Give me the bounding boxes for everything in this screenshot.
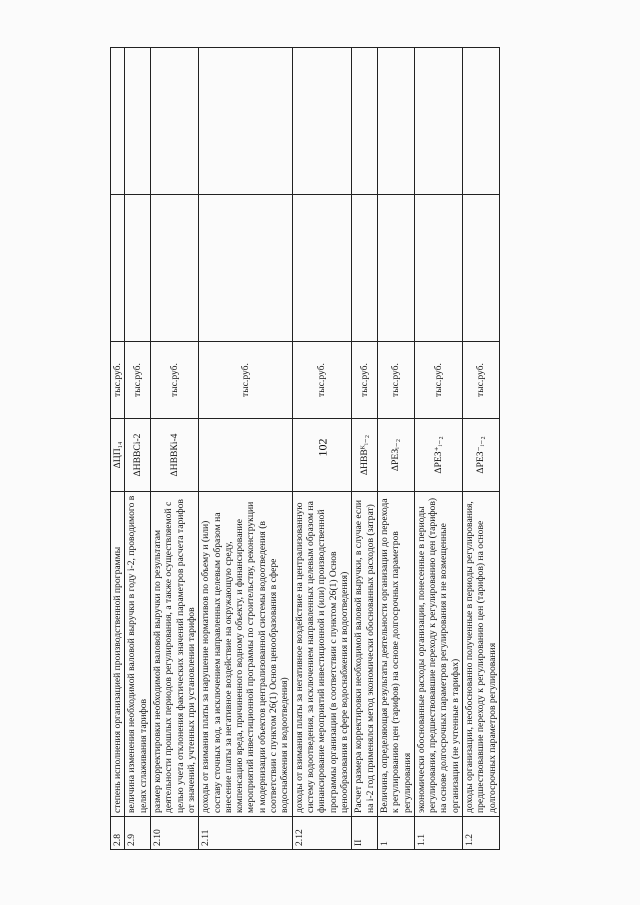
row-value-cell: [150, 48, 198, 195]
row-value-cell: [292, 195, 352, 342]
row-description-cell: степень исполнения организацией производственной программы: [111, 492, 125, 817]
table-row: [125, 48, 151, 850]
row-value-cell: [352, 48, 378, 195]
table-row: [111, 48, 125, 850]
row-value-cell: [414, 48, 462, 195]
row-description-cell: величина изменения необходимой валовой выручки в году i-2, проводимого в целях сглаживания тарифов: [125, 492, 151, 817]
row-symbol-cell: ΔНВВКi-4: [150, 419, 198, 492]
table-row: [352, 48, 378, 850]
tariff-table: [110, 47, 500, 850]
row-unit-cell: тыс.руб.: [150, 342, 198, 419]
table-row: [377, 48, 414, 850]
row-value-cell: [199, 48, 293, 195]
row-number-cell: 2.8: [111, 817, 125, 850]
row-symbol-cell: ΔРЕЗ⁺ᵢ₋₂: [414, 419, 462, 492]
row-unit-cell: тыс.руб.: [292, 342, 352, 419]
row-symbol-cell: ΔЦП₁₄: [111, 419, 125, 492]
row-value-cell: [414, 195, 462, 342]
row-description-cell: доходы от взимания платы за нарушение нормативов по объему и (или) составу сточных вод, за исключением направленных целевым образом на внесение платы за негативное воздействие на окружающую среду, компенсацию вреда, причиненного водному объекту, и финансирование мероприятий инвестиционной программы по строительству, реконструкции и модернизации объектов централизованной системы водоотведения (в соответствии с пунктом 26(1) Основ ценообразования в сфере водоснабжения и водоотведения): [199, 492, 293, 817]
row-value-cell: [352, 195, 378, 342]
row-number-cell: 1.2: [463, 817, 500, 850]
row-description-cell: размер корректировки необходимой валовой выручки по результатам деятельности прошлых периодов регулирования, а также осуществляемой с целью учета отклонения фактических значений параметров расчета тарифов от значений, учтенных при установлении тарифов: [150, 492, 198, 817]
table-row: [150, 48, 198, 850]
row-symbol-cell: ΔНВВᴷᵢ₋₂: [352, 419, 378, 492]
row-description-cell: Величина, определяющая результаты деятельности организации до перехода к регулированию цен (тарифов) на основе долгосрочных параметров регулирования: [377, 492, 414, 817]
row-value-cell: [377, 48, 414, 195]
row-number-cell: 1: [377, 817, 414, 850]
row-unit-cell: тыс.руб.: [125, 342, 151, 419]
row-description-cell: Расчет размера корректировки необходимой валовой выручки, в случае если на i-2 год применялся метод экономически обоснованных расходов (затрат): [352, 492, 378, 817]
row-value-cell: [463, 48, 500, 195]
row-unit-cell: тыс.руб.: [199, 342, 293, 419]
row-symbol-cell: ΔРЕЗᵢ₋₂: [377, 419, 414, 492]
row-symbol-cell: ΔНВВСi-2: [125, 419, 151, 492]
row-symbol-cell: ΔРЕЗ⁻ᵢ₋₂: [463, 419, 500, 492]
row-number-cell: 2.11: [199, 817, 293, 850]
row-value-cell: [463, 195, 500, 342]
table-row: [463, 48, 500, 850]
row-value-cell: [111, 48, 125, 195]
row-unit-cell: тыс.руб.: [377, 342, 414, 419]
row-symbol-cell: [199, 419, 293, 492]
row-unit-cell: тыс.руб.: [414, 342, 462, 419]
row-description-cell: доходы организации, необоснованно полученные в периоды регулирования, предшествовавшие переходу к регулированию цен (тарифов) на основе долгосрочных параметров регулирования: [463, 492, 500, 817]
table-row: [414, 48, 462, 850]
row-number-cell: 2.9: [125, 817, 151, 850]
row-description-cell: экономически обоснованные расходы организации, понесенные в периоды регулирования, предшествовавшие переходу к регулированию цен (тарифов) на основе долгосрочных параметров регулирования и не возмещенные организации (не учтенные в тарифах): [414, 492, 462, 817]
row-number-cell: 1.1: [414, 817, 462, 850]
row-value-cell: [125, 195, 151, 342]
row-description-cell: доходы от взимания платы за негативное воздействие на централизованную систему водоотведения, за исключением направленных целевым образом на финансирование мероприятий инвестиционной и (или) производственной программы организации (в соответствии с пунктом 26(1) Основ ценообразования в сфере водоснабжения и водоотведения): [292, 492, 352, 817]
row-value-cell: [292, 48, 352, 195]
row-value-cell: [111, 195, 125, 342]
row-number-cell: 2.12: [292, 817, 352, 850]
row-unit-cell: тыс.руб.: [111, 342, 125, 419]
row-value-cell: [150, 195, 198, 342]
page-number: 102: [315, 438, 330, 457]
row-number-cell: II: [352, 817, 378, 850]
row-unit-cell: тыс.руб.: [463, 342, 500, 419]
row-number-cell: 2.10: [150, 817, 198, 850]
rotated-table-wrapper: [110, 90, 545, 850]
table-row: [199, 48, 293, 850]
row-unit-cell: тыс.руб.: [352, 342, 378, 419]
row-value-cell: [125, 48, 151, 195]
table-body: [111, 48, 500, 850]
row-value-cell: [377, 195, 414, 342]
row-value-cell: [199, 195, 293, 342]
